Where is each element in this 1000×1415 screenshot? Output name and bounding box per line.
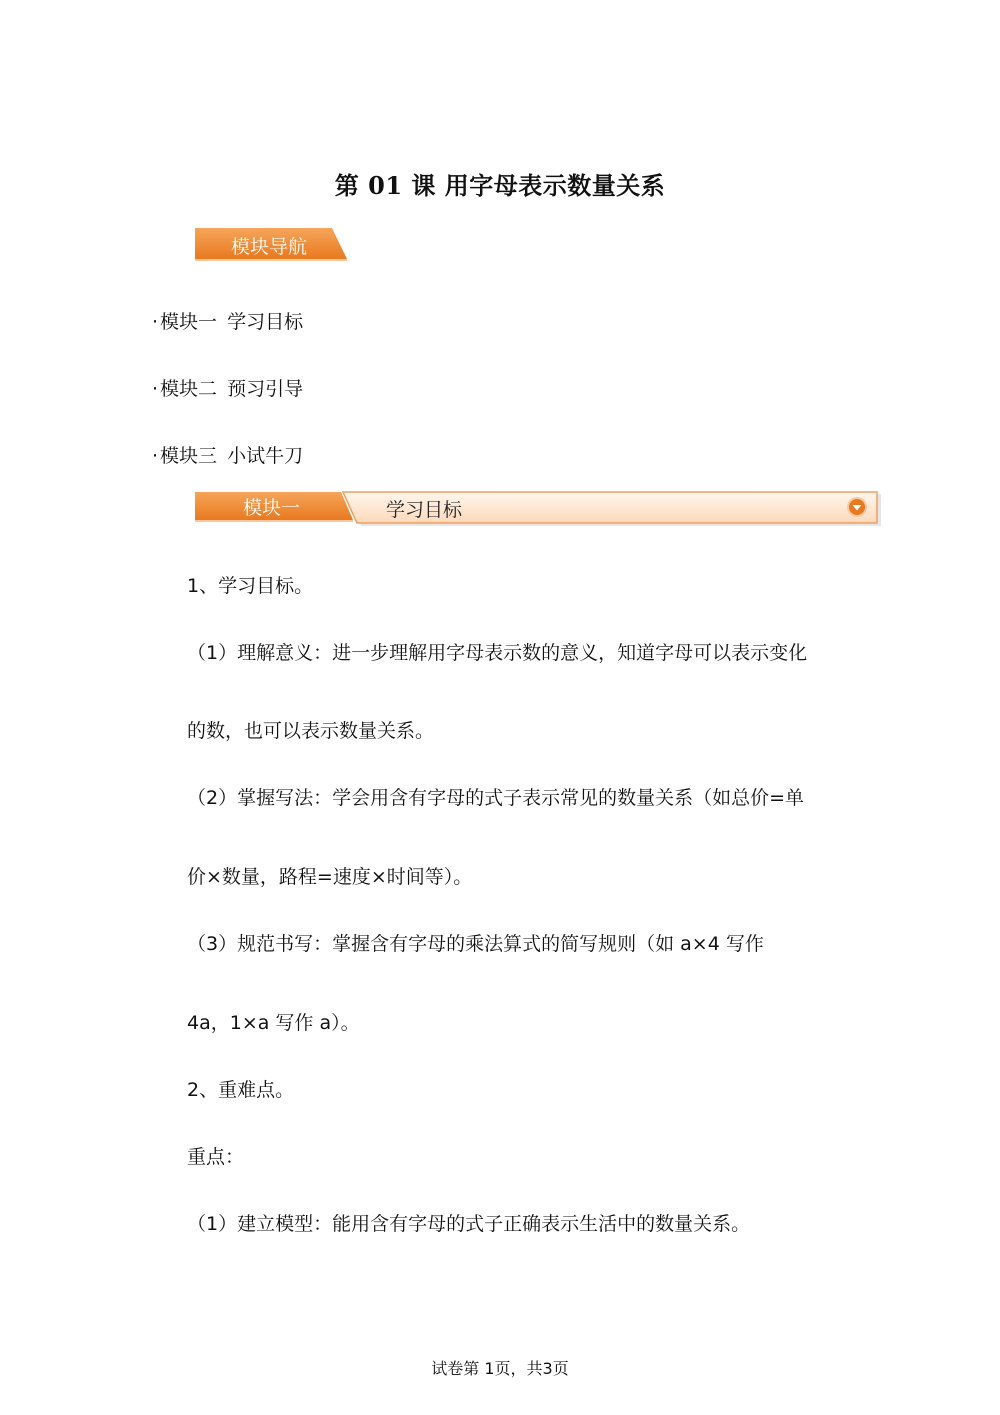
goal-item-1-cont: 的数，也可以表示数量关系。: [187, 720, 435, 742]
module-nav-banner: [195, 228, 347, 261]
nav-item-module: 模块一: [160, 311, 218, 333]
page-title: 第 01 课 用字母表示数量关系: [334, 171, 666, 200]
goal-item-2-cont: 价×数量，路程=速度×时间等）。: [187, 866, 473, 888]
nav-item-module-3[interactable]: [152, 441, 303, 468]
module-title-label: 学习目标: [386, 499, 463, 521]
bullet: ·: [152, 445, 159, 467]
nav-item-module-2[interactable]: [152, 374, 303, 401]
module-number-label: 模块一: [243, 497, 301, 519]
section-heading-goals: 1、学习目标。: [187, 575, 314, 597]
key-points-label: 重点：: [187, 1146, 245, 1168]
nav-item-module: 模块二: [160, 378, 218, 400]
nav-item-name: 预习引导: [227, 378, 304, 400]
goal-item-3: （3）规范书写：掌握含有字母的乘法算式的简写规则（如 a×4 写作: [187, 933, 764, 955]
nav-item-module-1[interactable]: [152, 307, 303, 334]
nav-item-module: 模块三: [160, 445, 218, 467]
goal-item-3-cont: 4a，1×a 写作 a）。: [187, 1012, 360, 1034]
bullet: ·: [152, 378, 159, 400]
nav-item-name: 小试牛刀: [227, 445, 304, 467]
section-heading-key-points: 2、重难点。: [187, 1079, 295, 1101]
nav-item-name: 学习目标: [227, 311, 304, 333]
chevron-down-circle-icon[interactable]: [846, 496, 868, 518]
bullet: ·: [152, 311, 159, 333]
goal-item-2: （2）掌握写法：学会用含有字母的式子表示常见的数量关系（如总价=单: [187, 787, 805, 809]
key-point-item-1: （1）建立模型：能用含有字母的式子正确表示生活中的数量关系。: [187, 1213, 751, 1235]
goal-item-1: （1）理解意义：进一步理解用字母表示数的意义，知道字母可以表示变化: [187, 642, 808, 664]
module-header-bar: [195, 490, 885, 530]
page-footer: 试卷第 1页，共3页: [431, 1359, 569, 1378]
module-nav-label: 模块导航: [231, 236, 308, 258]
